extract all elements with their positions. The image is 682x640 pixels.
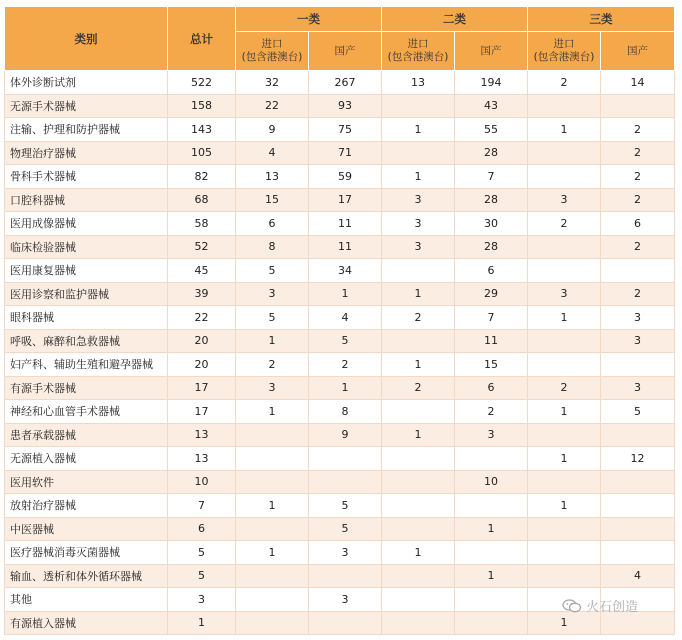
count-cell: 1 xyxy=(236,400,309,424)
count-cell: 1 xyxy=(382,165,455,189)
total-cell: 17 xyxy=(168,400,236,424)
category-cell: 医用软件 xyxy=(5,470,168,494)
count-cell xyxy=(601,423,675,447)
count-cell xyxy=(455,588,528,612)
count-cell xyxy=(382,94,455,118)
total-cell: 13 xyxy=(168,447,236,471)
count-cell xyxy=(382,470,455,494)
count-cell: 1 xyxy=(455,517,528,541)
table-header xyxy=(5,7,675,71)
category-cell: 神经和心血管手术器械 xyxy=(5,400,168,424)
total-cell: 1 xyxy=(168,611,236,635)
count-cell xyxy=(236,470,309,494)
watermark xyxy=(562,596,638,615)
import-label: 进口 xyxy=(553,38,575,50)
count-cell: 3 xyxy=(382,212,455,236)
count-cell xyxy=(382,564,455,588)
count-cell xyxy=(528,470,601,494)
category-cell: 口腔科器械 xyxy=(5,188,168,212)
total-cell: 45 xyxy=(168,259,236,283)
count-cell: 3 xyxy=(382,188,455,212)
header-domestic: 国产 xyxy=(601,32,675,71)
count-cell xyxy=(601,94,675,118)
count-cell: 55 xyxy=(455,118,528,142)
table-row xyxy=(5,400,675,424)
count-cell: 4 xyxy=(236,141,309,165)
count-cell xyxy=(382,611,455,635)
count-cell: 3 xyxy=(528,188,601,212)
count-cell: 10 xyxy=(455,470,528,494)
count-cell: 30 xyxy=(455,212,528,236)
count-cell: 1 xyxy=(236,541,309,565)
table-row xyxy=(5,564,675,588)
table-body xyxy=(5,71,675,635)
category-cell: 体外诊断试剂 xyxy=(5,71,168,95)
category-cell: 无源植入器械 xyxy=(5,447,168,471)
count-cell: 3 xyxy=(236,282,309,306)
header-category: 类别 xyxy=(5,7,168,71)
count-cell: 93 xyxy=(309,94,382,118)
import-label: 进口 xyxy=(407,38,429,50)
wechat-icon xyxy=(562,599,582,613)
count-cell: 194 xyxy=(455,71,528,95)
table-row xyxy=(5,541,675,565)
count-cell: 15 xyxy=(236,188,309,212)
count-cell: 71 xyxy=(309,141,382,165)
count-cell xyxy=(455,611,528,635)
table-row xyxy=(5,306,675,330)
import-note: (包含港澳台) xyxy=(533,51,595,63)
data-table-container xyxy=(4,6,674,635)
header-total: 总计 xyxy=(168,7,236,71)
count-cell xyxy=(236,423,309,447)
count-cell: 8 xyxy=(236,235,309,259)
count-cell: 13 xyxy=(236,165,309,189)
import-note: (包含港澳台) xyxy=(241,51,303,63)
count-cell: 43 xyxy=(455,94,528,118)
count-cell: 3 xyxy=(601,329,675,353)
count-cell: 34 xyxy=(309,259,382,283)
count-cell: 6 xyxy=(455,376,528,400)
header-domestic: 国产 xyxy=(455,32,528,71)
category-cell: 呼吸、麻醉和急救器械 xyxy=(5,329,168,353)
watermark-text: 火石创造 xyxy=(586,600,639,615)
count-cell xyxy=(455,541,528,565)
total-cell: 20 xyxy=(168,329,236,353)
count-cell: 2 xyxy=(236,353,309,377)
count-cell xyxy=(528,423,601,447)
category-cell: 骨科手术器械 xyxy=(5,165,168,189)
count-cell xyxy=(528,165,601,189)
count-cell xyxy=(382,494,455,518)
count-cell: 2 xyxy=(382,306,455,330)
table-row xyxy=(5,141,675,165)
total-cell: 82 xyxy=(168,165,236,189)
count-cell: 28 xyxy=(455,141,528,165)
table-row xyxy=(5,470,675,494)
count-cell: 29 xyxy=(455,282,528,306)
count-cell: 1 xyxy=(382,423,455,447)
count-cell: 2 xyxy=(528,212,601,236)
category-cell: 输血、透析和体外循环器械 xyxy=(5,564,168,588)
count-cell: 1 xyxy=(528,447,601,471)
count-cell: 28 xyxy=(455,235,528,259)
total-cell: 17 xyxy=(168,376,236,400)
table-row xyxy=(5,259,675,283)
count-cell: 2 xyxy=(601,118,675,142)
table-row xyxy=(5,447,675,471)
table-row xyxy=(5,165,675,189)
header-import xyxy=(528,32,601,71)
count-cell xyxy=(382,141,455,165)
count-cell: 2 xyxy=(601,188,675,212)
header-group-class3: 三类 xyxy=(528,7,675,32)
count-cell: 9 xyxy=(309,423,382,447)
table-row xyxy=(5,423,675,447)
count-cell: 59 xyxy=(309,165,382,189)
count-cell: 2 xyxy=(528,71,601,95)
count-cell: 6 xyxy=(236,212,309,236)
device-category-table xyxy=(4,6,675,635)
count-cell: 1 xyxy=(455,564,528,588)
table-row xyxy=(5,71,675,95)
count-cell: 15 xyxy=(455,353,528,377)
count-cell xyxy=(601,541,675,565)
count-cell xyxy=(309,611,382,635)
total-cell: 143 xyxy=(168,118,236,142)
table-row xyxy=(5,353,675,377)
table-row xyxy=(5,376,675,400)
count-cell xyxy=(601,470,675,494)
total-cell: 22 xyxy=(168,306,236,330)
total-cell: 5 xyxy=(168,541,236,565)
count-cell xyxy=(382,329,455,353)
count-cell xyxy=(309,470,382,494)
category-cell: 注输、护理和防护器械 xyxy=(5,118,168,142)
count-cell: 3 xyxy=(236,376,309,400)
table-row xyxy=(5,118,675,142)
count-cell: 3 xyxy=(601,376,675,400)
count-cell: 75 xyxy=(309,118,382,142)
count-cell xyxy=(382,259,455,283)
count-cell: 4 xyxy=(309,306,382,330)
count-cell: 3 xyxy=(601,306,675,330)
count-cell: 17 xyxy=(309,188,382,212)
count-cell: 3 xyxy=(455,423,528,447)
count-cell: 4 xyxy=(601,564,675,588)
count-cell: 3 xyxy=(382,235,455,259)
count-cell: 13 xyxy=(382,71,455,95)
count-cell: 22 xyxy=(236,94,309,118)
table-row xyxy=(5,494,675,518)
count-cell: 9 xyxy=(236,118,309,142)
count-cell: 11 xyxy=(309,235,382,259)
count-cell xyxy=(528,94,601,118)
count-cell xyxy=(601,353,675,377)
count-cell: 7 xyxy=(455,306,528,330)
count-cell: 1 xyxy=(309,376,382,400)
total-cell: 68 xyxy=(168,188,236,212)
count-cell: 3 xyxy=(309,541,382,565)
count-cell xyxy=(528,353,601,377)
count-cell: 5 xyxy=(309,517,382,541)
count-cell xyxy=(601,494,675,518)
count-cell: 2 xyxy=(382,376,455,400)
header-group-class2: 二类 xyxy=(382,7,528,32)
count-cell: 5 xyxy=(309,494,382,518)
count-cell: 6 xyxy=(601,212,675,236)
count-cell xyxy=(455,447,528,471)
total-cell: 5 xyxy=(168,564,236,588)
header-import xyxy=(236,32,309,71)
count-cell xyxy=(382,447,455,471)
category-cell: 无源手术器械 xyxy=(5,94,168,118)
total-cell: 13 xyxy=(168,423,236,447)
category-cell: 医疗器械消毒灭菌器械 xyxy=(5,541,168,565)
table-row xyxy=(5,329,675,353)
category-cell: 医用成像器械 xyxy=(5,212,168,236)
count-cell xyxy=(455,494,528,518)
total-cell: 10 xyxy=(168,470,236,494)
count-cell: 1 xyxy=(528,306,601,330)
total-cell: 7 xyxy=(168,494,236,518)
count-cell xyxy=(528,329,601,353)
count-cell: 1 xyxy=(382,282,455,306)
total-cell: 39 xyxy=(168,282,236,306)
count-cell xyxy=(601,517,675,541)
count-cell: 7 xyxy=(455,165,528,189)
header-domestic: 国产 xyxy=(309,32,382,71)
category-cell: 放射治疗器械 xyxy=(5,494,168,518)
table-row xyxy=(5,188,675,212)
category-cell: 医用康复器械 xyxy=(5,259,168,283)
total-cell: 105 xyxy=(168,141,236,165)
count-cell: 3 xyxy=(528,282,601,306)
count-cell xyxy=(528,235,601,259)
import-label: 进口 xyxy=(261,38,283,50)
count-cell: 1 xyxy=(236,329,309,353)
count-cell: 1 xyxy=(382,118,455,142)
count-cell: 2 xyxy=(309,353,382,377)
count-cell: 5 xyxy=(601,400,675,424)
count-cell: 1 xyxy=(528,400,601,424)
count-cell xyxy=(236,611,309,635)
count-cell: 2 xyxy=(601,141,675,165)
header-group-class1: 一类 xyxy=(236,7,382,32)
import-note: (包含港澳台) xyxy=(387,51,449,63)
count-cell: 14 xyxy=(601,71,675,95)
count-cell: 5 xyxy=(309,329,382,353)
count-cell: 2 xyxy=(455,400,528,424)
total-cell: 20 xyxy=(168,353,236,377)
count-cell: 28 xyxy=(455,188,528,212)
count-cell: 11 xyxy=(455,329,528,353)
count-cell xyxy=(528,541,601,565)
count-cell: 2 xyxy=(601,165,675,189)
category-cell: 中医器械 xyxy=(5,517,168,541)
count-cell xyxy=(528,564,601,588)
count-cell: 11 xyxy=(309,212,382,236)
header-import xyxy=(382,32,455,71)
count-cell xyxy=(236,447,309,471)
table-row xyxy=(5,212,675,236)
count-cell: 12 xyxy=(601,447,675,471)
count-cell xyxy=(382,400,455,424)
table-row xyxy=(5,94,675,118)
table-row xyxy=(5,235,675,259)
table-row xyxy=(5,517,675,541)
total-cell: 3 xyxy=(168,588,236,612)
category-cell: 眼科器械 xyxy=(5,306,168,330)
category-cell: 有源手术器械 xyxy=(5,376,168,400)
category-cell: 妇产科、辅助生殖和避孕器械 xyxy=(5,353,168,377)
category-cell: 临床检验器械 xyxy=(5,235,168,259)
count-cell xyxy=(601,259,675,283)
total-cell: 158 xyxy=(168,94,236,118)
count-cell: 2 xyxy=(528,376,601,400)
count-cell xyxy=(309,447,382,471)
count-cell xyxy=(382,517,455,541)
category-cell: 物理治疗器械 xyxy=(5,141,168,165)
count-cell xyxy=(382,588,455,612)
count-cell: 1 xyxy=(528,118,601,142)
category-cell: 患者承载器械 xyxy=(5,423,168,447)
count-cell xyxy=(236,588,309,612)
count-cell: 6 xyxy=(455,259,528,283)
count-cell xyxy=(236,564,309,588)
total-cell: 6 xyxy=(168,517,236,541)
total-cell: 52 xyxy=(168,235,236,259)
count-cell: 2 xyxy=(601,235,675,259)
count-cell: 267 xyxy=(309,71,382,95)
total-cell: 58 xyxy=(168,212,236,236)
count-cell: 5 xyxy=(236,259,309,283)
count-cell: 1 xyxy=(382,541,455,565)
count-cell xyxy=(528,259,601,283)
table-row xyxy=(5,282,675,306)
total-cell: 522 xyxy=(168,71,236,95)
count-cell: 32 xyxy=(236,71,309,95)
category-cell: 有源植入器械 xyxy=(5,611,168,635)
count-cell xyxy=(528,141,601,165)
count-cell: 5 xyxy=(236,306,309,330)
count-cell: 1 xyxy=(236,494,309,518)
count-cell xyxy=(528,517,601,541)
count-cell: 2 xyxy=(601,282,675,306)
count-cell: 1 xyxy=(528,611,601,635)
category-cell: 其他 xyxy=(5,588,168,612)
count-cell: 1 xyxy=(309,282,382,306)
count-cell xyxy=(309,564,382,588)
count-cell: 3 xyxy=(309,588,382,612)
count-cell: 1 xyxy=(382,353,455,377)
count-cell xyxy=(236,517,309,541)
category-cell: 医用诊察和监护器械 xyxy=(5,282,168,306)
count-cell: 1 xyxy=(528,494,601,518)
count-cell: 8 xyxy=(309,400,382,424)
